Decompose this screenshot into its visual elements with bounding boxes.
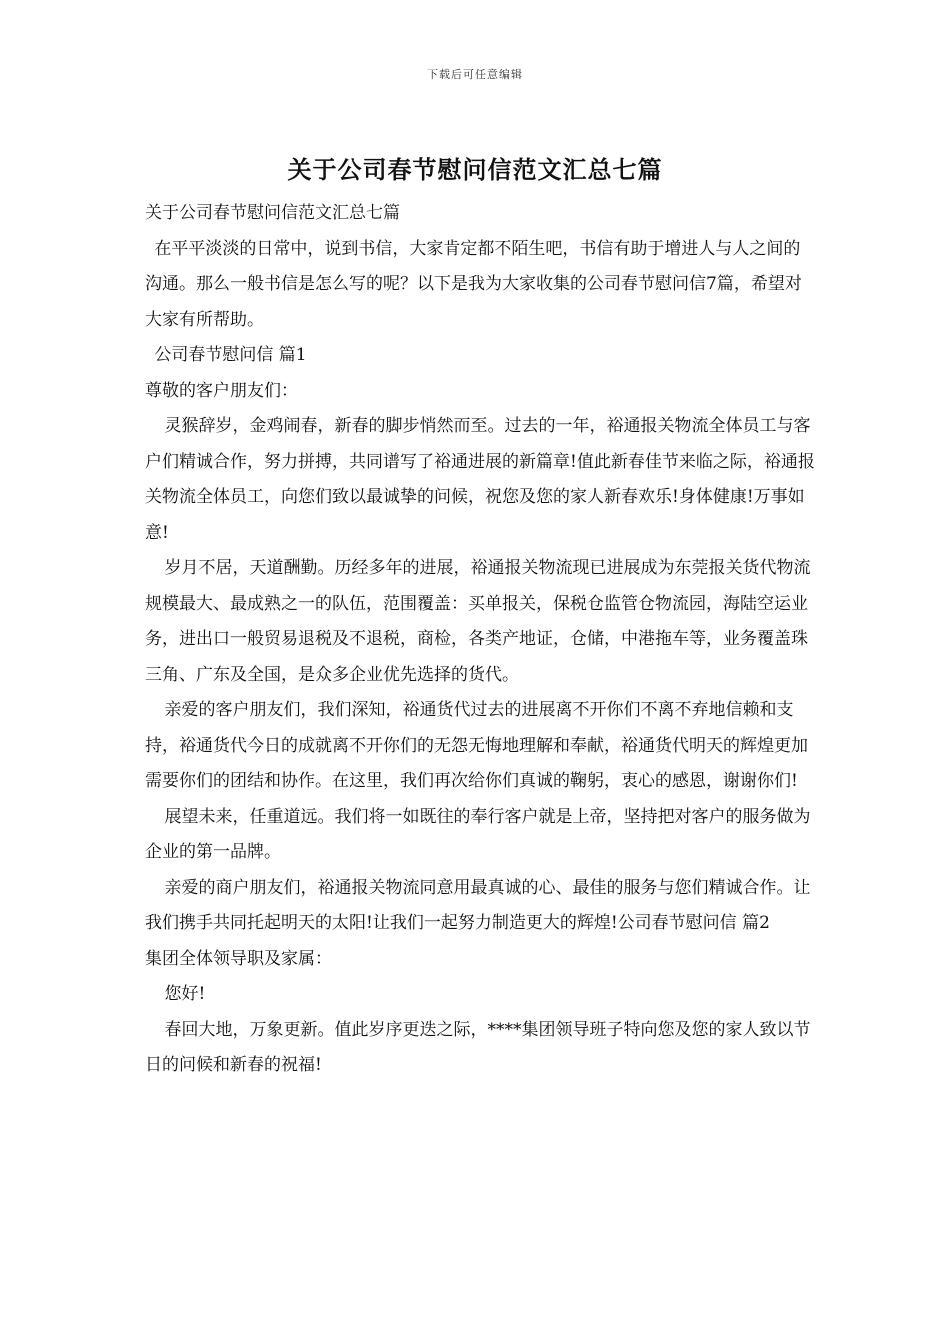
page-title: 关于公司春节慰问信范文汇总七篇 [287,155,663,184]
paragraph: 岁月不居，天道酬勤。历经多年的进展，裕通报关物流现已进展成为东莞报关货代物流规模最大、最成熟之一的队伍，范围覆盖：买单报关，保税仓监管仓物流园，海陆空运业务，进出口一般贸易退税及不退税，商检，各类产地证，仓储，中港拖车等，业务覆盖珠三角、广东及全国，是众多企业优先选择的货代。 [145,558,811,685]
paragraph: 您好! [164,984,206,1004]
paragraph: 公司春节慰问信 篇1 [154,345,307,365]
paragraph: 灵猴辞岁，金鸡闹春，新春的脚步悄然而至。过去的一年，裕通报关物流全体员工与客户们精诚合作，努力拼搏，共同谱写了裕通进展的新篇章!值此新春佳节来临之际，裕通报关物流全体员工，向您们致以最诚挚的问候，祝您及您的家人新春欢乐!身体健康!万事如意! [145,416,815,543]
paragraph: 展望未来，任重道远。我们将一如既往的奉行客户就是上帝，坚持把对客户的服务做为企业的第一品牌。 [145,806,811,862]
paragraph: 春回大地，万象更新。值此岁序更迭之际，****集团领导班子特向您及您的家人致以节日的问候和新春的祝福! [145,1019,811,1075]
paragraph: 尊敬的客户朋友们： [145,380,298,401]
document-body [145,196,815,1084]
paragraph: 亲爱的客户朋友们，我们深知，裕通货代过去的进展离不开你们不离不弃地信赖和支持，裕通货代今日的成就离不开你们的无怨无悔地理解和奉献，裕通货代明天的辉煌更加需要你们的团结和协作。在这里，我们再次给你们真诚的鞠躬，衷心的感恩，谢谢你们! [145,700,808,791]
header-note: 下载后可任意编辑 [427,68,523,81]
paragraph: 集团全体领导职及家属： [145,948,332,969]
paragraph: 亲爱的商户朋友们，裕通报关物流同意用最真诚的心、最佳的服务与您们精诚合作。让我们携手共同托起明天的太阳!让我们一起努力制造更大的辉煌!公司春节慰问信 篇2 [145,877,811,933]
paragraph: 在平平淡淡的日常中，说到书信，大家肯定都不陌生吧，书信有助于增进人与人之间的沟通。那么一般书信是怎么写的呢？以下是我为大家收集的公司春节慰问信7篇，希望对大家有所帮助。 [145,238,802,330]
paragraph: 关于公司春节慰问信范文汇总七篇 [145,203,400,223]
